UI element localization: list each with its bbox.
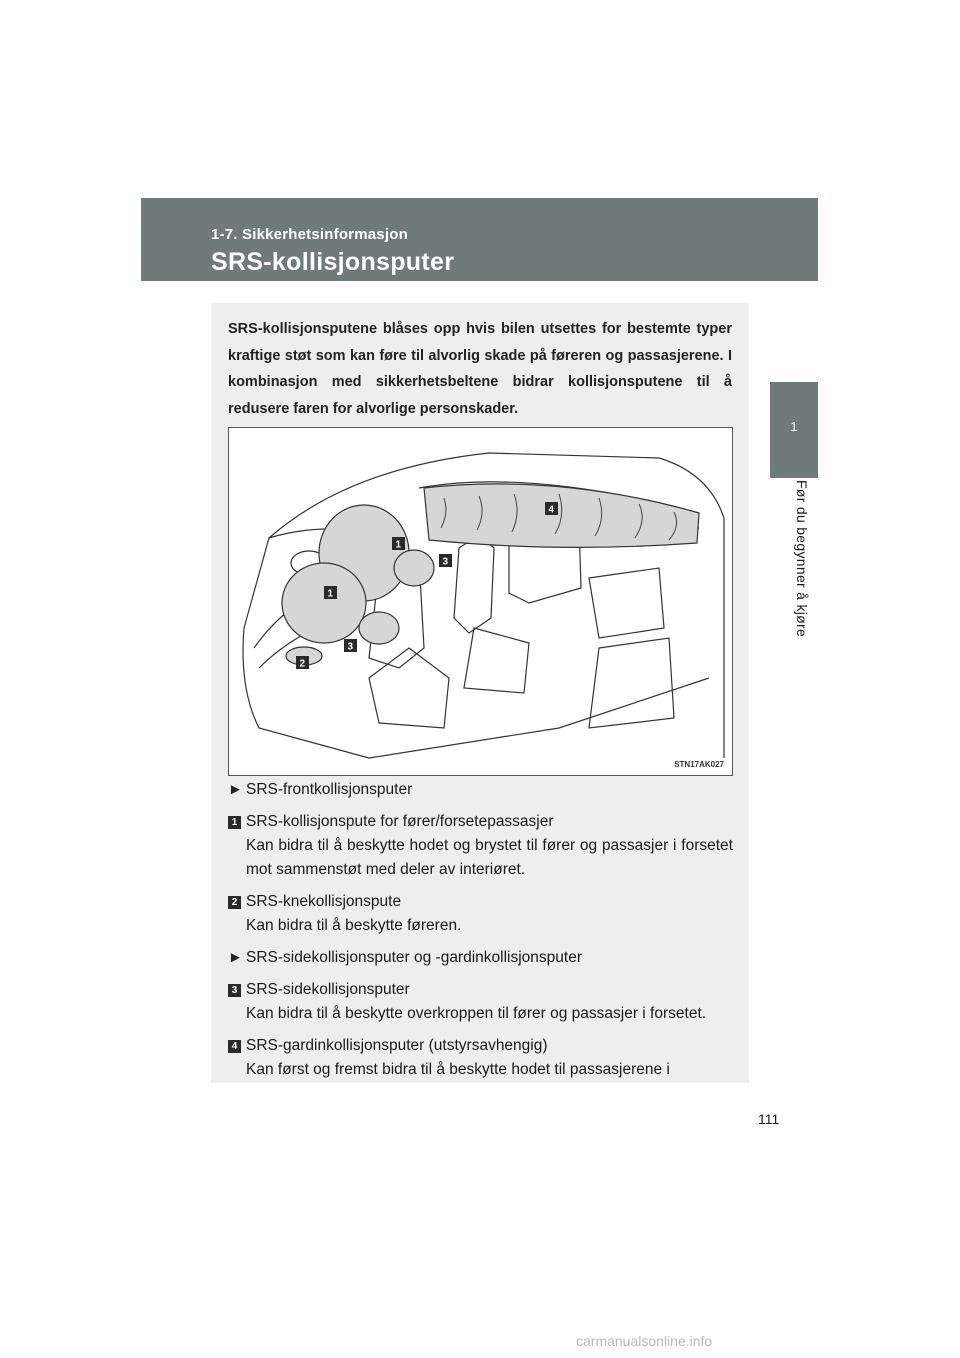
page-number: 111 bbox=[758, 1111, 780, 1127]
item-list bbox=[228, 778, 733, 1090]
item-description: Kan først og fremst bidra til å beskytte hodet til passasjerene i bbox=[246, 1061, 670, 1078]
list-item bbox=[228, 946, 733, 970]
number-marker: 4 bbox=[228, 1040, 241, 1053]
arrow-icon: ► bbox=[228, 949, 243, 966]
callout-1a-label: 1 bbox=[395, 539, 402, 551]
number-marker: 2 bbox=[228, 896, 241, 909]
intro-paragraph: SRS-kollisjonsputene blåses opp hvis bilen utsettes for bestemte typer kraftige støt som kan føre til alvorlig skade på føreren og passasjerene. I kombinasjon med sikkerhetsbeltene bidrar kollisjonsputene til å redusere faren for alvorlige personskader. bbox=[228, 321, 732, 417]
car-interior-drawing bbox=[229, 428, 732, 775]
callout-1b-label: 1 bbox=[327, 588, 334, 600]
list-item bbox=[228, 1034, 733, 1082]
figure-code: STN17AK027 bbox=[674, 760, 724, 769]
item-title: SRS-sidekollisjonsputer bbox=[246, 981, 410, 998]
chapter-label: Før du begynner å kjøre bbox=[794, 480, 810, 638]
chapter-number: 1 bbox=[790, 419, 798, 434]
callout-2-label: 2 bbox=[299, 658, 306, 670]
number-marker: 1 bbox=[228, 816, 241, 829]
watermark: carmanualsonline.info bbox=[576, 1333, 713, 1349]
item-title: SRS-sidekollisjonsputer og -gardinkollisjonsputer bbox=[246, 949, 582, 966]
item-title: SRS-kollisjonspute for fører/forsetepassasjer bbox=[246, 813, 554, 830]
list-item bbox=[228, 778, 733, 802]
page-title: SRS-kollisjonsputer bbox=[211, 248, 455, 276]
item-description: Kan bidra til å beskytte føreren. bbox=[246, 917, 462, 934]
callout-3a-label: 3 bbox=[442, 556, 449, 568]
airbag-illustration bbox=[228, 427, 733, 776]
item-title: SRS-gardinkollisjonsputer (utstyrsavhengig) bbox=[246, 1037, 548, 1054]
item-description: Kan bidra til å beskytte overkroppen til fører og passasjer i forsetet. bbox=[246, 1005, 707, 1022]
chapter-tab[interactable] bbox=[770, 382, 818, 478]
arrow-icon: ► bbox=[228, 781, 243, 798]
callout-4-label: 4 bbox=[548, 504, 555, 516]
section-header bbox=[141, 198, 818, 281]
number-marker: 3 bbox=[228, 984, 241, 997]
section-label: 1-7. Sikkerhetsinformasjon bbox=[211, 226, 408, 243]
list-item bbox=[228, 890, 733, 938]
item-description: Kan bidra til å beskytte hodet og brystet til fører og passasjer i forsetet mot sammenstøt med deler av interiøret. bbox=[246, 837, 733, 878]
item-title: SRS-knekollisjonspute bbox=[246, 893, 402, 910]
callout-3b-label: 3 bbox=[347, 641, 354, 653]
list-item bbox=[228, 810, 733, 882]
list-item bbox=[228, 978, 733, 1026]
item-title: SRS-frontkollisjonsputer bbox=[246, 781, 413, 798]
